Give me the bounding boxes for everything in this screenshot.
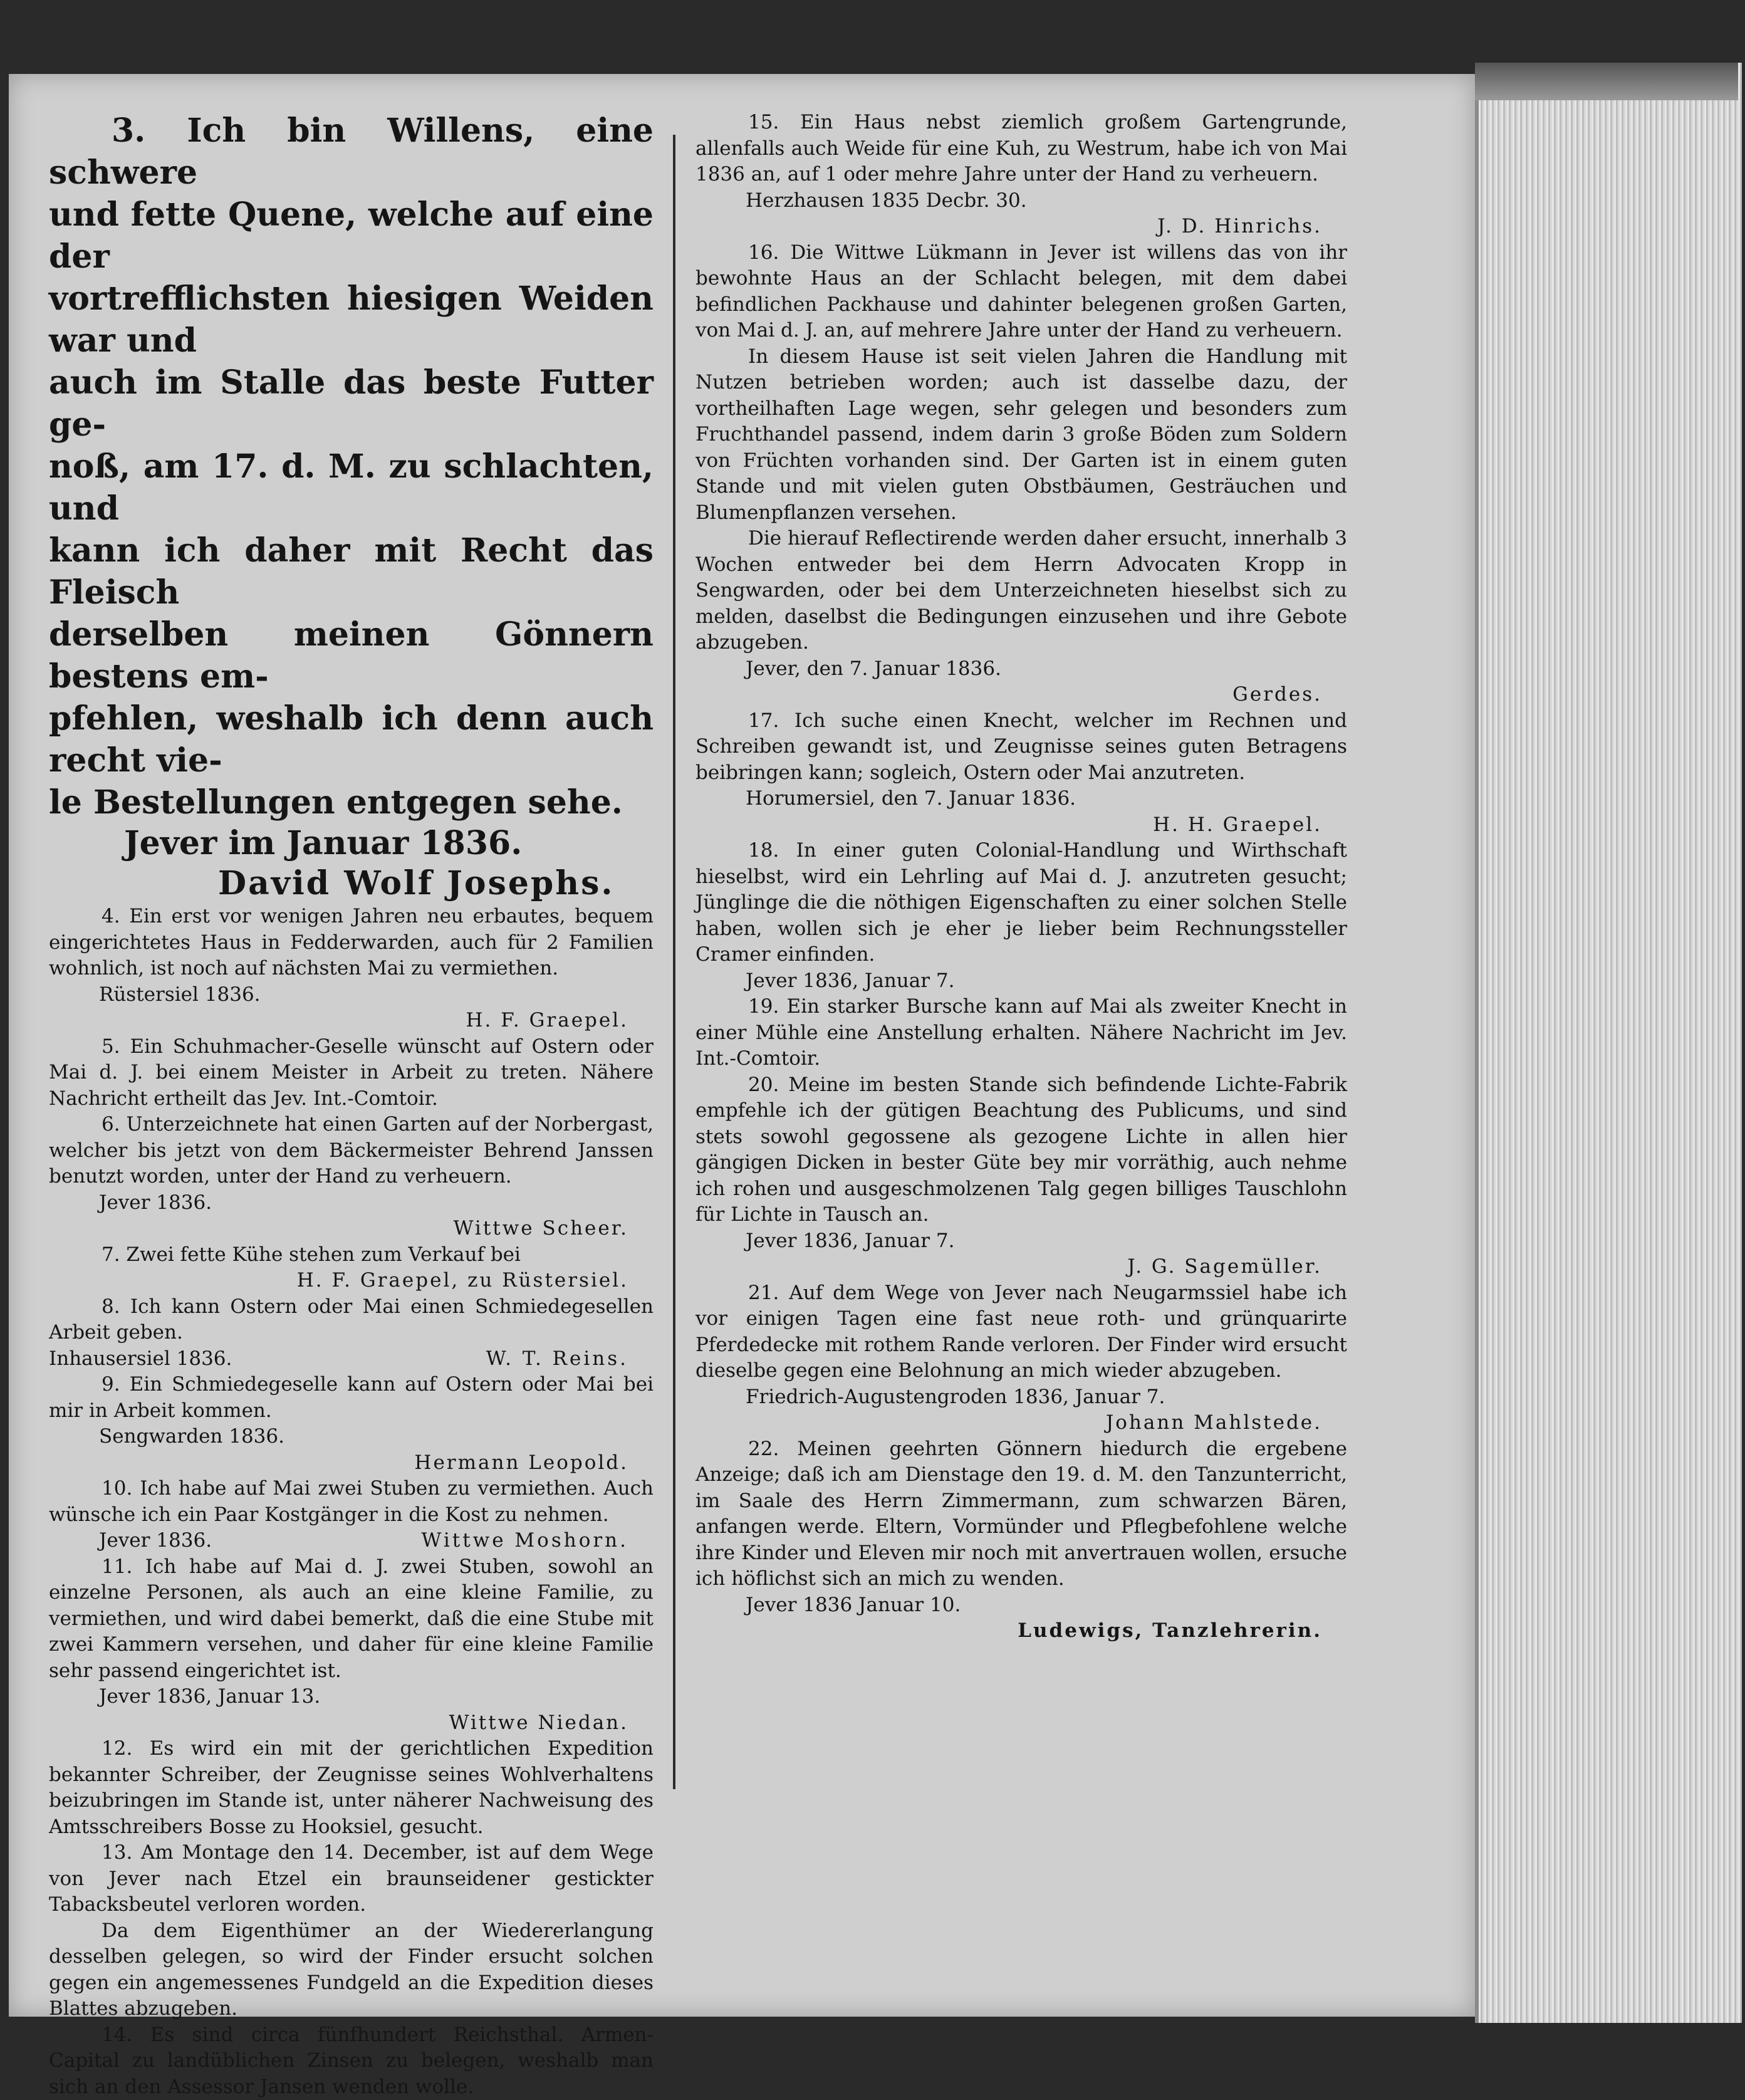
ad-10-place: Jever 1836.	[49, 1529, 212, 1552]
ad-3	[49, 110, 654, 823]
ad-3-line: vortrefflichsten hiesigen Weiden war und	[49, 278, 654, 362]
ad-6-signature: Wittwe Scheer.	[49, 1216, 654, 1242]
ad-3-signature: David Wolf Josephs.	[49, 864, 654, 904]
ad-3-line: und fette Quene, welche auf eine der	[49, 194, 654, 278]
ad-3-line: auch im Stalle das beste Futter ge-	[49, 362, 654, 446]
ad-17-text: 17. Ich suche einen Knecht, welcher im Rechnen und Schreiben gewandt ist, und Zeugnisse seines guten Betragens beibringen kann; sogleich, Ostern oder Mai anzutreten.	[695, 708, 1347, 786]
ad-20-place: Jever 1836, Januar 7.	[695, 1228, 1347, 1255]
ad-20-signature: J. G. Sagemüller.	[695, 1254, 1347, 1280]
ad-15-place: Herzhausen 1835 Decbr. 30.	[695, 188, 1347, 214]
ad-10-place-line	[49, 1528, 654, 1554]
ad-4-signature: H. F. Graepel.	[49, 1008, 654, 1034]
ad-18-place: Jever 1836, Januar 7.	[695, 968, 1347, 995]
ad-22-text: 22. Meinen geehrten Gönnern hiedurch die ergebene Anzeige; daß ich am Dienstage den 19. d. M. den Tanzunterricht, im Saale des Herrn Zimmermann, zum schwarzen Bären, anfangen werde. Eltern, Vormünder und Pflegbefohlene welche ihre Kinder und Eleven mir noch mit anvertrauen wollen, ersuche ich höflichst sich an mich zu wenden.	[695, 1436, 1347, 1592]
book-top-edge	[1475, 63, 1738, 100]
ad-12-text: 12. Es wird ein mit der gerichtlichen Expedition bekannter Schreiber, der Zeugnisse seines Wohlverhaltens beizubringen im Stande ist, unter näherer Nachweisung des Amtsschreibers Bosse zu Hooksiel, gesucht.	[49, 1736, 654, 1840]
ad-16-text: 16. Die Wittwe Lükmann in Jever ist willens das von ihr bewohnte Haus an der Schlacht belegen, mit dem dabei befindlichen Packhause und dahinter belegenen großen Garten, von Mai d. J. an, auf mehrere Jahre unter der Hand zu verheuern.	[695, 240, 1347, 344]
ad-9-text: 9. Ein Schmiedegeselle kann auf Ostern oder Mai bei mir in Arbeit kommen.	[49, 1372, 654, 1424]
ad-4-text: 4. Ein erst vor wenigen Jahren neu erbautes, bequem eingerichtetes Haus in Fedderwarden, auch für 2 Familien wohnlich, ist noch auf nächsten Mai zu vermiethen.	[49, 904, 654, 982]
ad-7-text: 7. Zwei fette Kühe stehen zum Verkauf bei	[49, 1242, 654, 1268]
ad-15-signature: J. D. Hinrichs.	[695, 214, 1347, 240]
ad-16-place: Jever, den 7. Januar 1836.	[695, 656, 1347, 682]
ad-16-text3: Die hierauf Reflectirende werden daher ersucht, innerhalb 3 Wochen entweder bei dem Herrn Advocaten Kropp in Sengwarden, oder bei dem Unterzeichneten hieselbst sich zu melden, daselbst die Bedingungen einzusehen und ihre Gebote abzugeben.	[695, 526, 1347, 656]
ad-15-text: 15. Ein Haus nebst ziemlich großem Gartengrunde, allenfalls auch Weide für eine Kuh, zu Westrum, habe ich von Mai 1836 an, auf 1 oder mehre Jahre unter der Hand zu verheuern.	[695, 110, 1347, 188]
ad-18-text: 18. In einer guten Colonial-Handlung und Wirthschaft hieselbst, wird ein Lehrling auf Mai d. J. anzutreten gesucht; Jünglinge die die nöthigen Eigenschaften zu einer solchen Stelle haben, wollen sich je eher je lieber beim Rechnungssteller Cramer einfinden.	[695, 838, 1347, 968]
ad-13-text: 13. Am Montage den 14. December, ist auf dem Wege von Jever nach Etzel ein braunseidener gestickter Tabacksbeutel verloren worden.	[49, 1840, 654, 1918]
ad-21-signature: Johann Mahlstede.	[695, 1410, 1347, 1436]
ad-22-place: Jever 1836 Januar 10.	[695, 1592, 1347, 1619]
ad-8-signature: W. T. Reins.	[486, 1346, 654, 1372]
ad-14-text: 14. Es sind circa fünfhundert Reichsthal. Armen-Capital zu landüblichen Zinsen zu belegen, weshalb man sich an den Assessor Jansen wenden wolle.	[49, 2022, 654, 2100]
ad-11-text: 11. Ich habe auf Mai d. J. zwei Stuben, sowohl an einzelne Personen, als auch an eine kleine Familie, zu vermiethen, und wird dabei bemerkt, daß die eine Stube mit zwei Kammern versehen, und daher für eine kleine Familie sehr passend eingerichtet ist.	[49, 1554, 654, 1685]
ad-3-line: derselben meinen Gönnern bestens em-	[49, 614, 654, 697]
ad-8-place-line	[49, 1346, 654, 1372]
ad-10-signature: Wittwe Moshorn.	[422, 1528, 654, 1554]
ad-8-place: Inhausersiel 1836.	[49, 1347, 232, 1370]
ad-3-line: pfehlen, weshalb ich denn auch recht vie-	[49, 697, 654, 781]
ad-22-signature: Ludewigs, Tanzlehrerin.	[695, 1618, 1347, 1644]
ad-3-line: le Bestellungen entgegen sehe.	[49, 781, 654, 823]
ad-9-signature: Hermann Leopold.	[49, 1450, 654, 1476]
ad-6-place: Jever 1836.	[49, 1190, 654, 1216]
ad-11-place: Jever 1836, Januar 13.	[49, 1684, 654, 1710]
left-column	[49, 110, 654, 2100]
ad-3-place: Jever im Januar 1836.	[49, 823, 654, 864]
right-column	[695, 110, 1347, 1644]
ad-20-text: 20. Meine im besten Stande sich befindende Lichte-Fabrik empfehle ich der gütigen Beachtung des Publicums, und sind stets sowohl gegossene als gezogene Lichte in allen hier gängigen Dicken in bester Güte bey mir vorräthig, auch nehme ich rohen und ausgeschmolzenen Talg gegen billiges Tauschlohn für Lichte in Tausch an.	[695, 1072, 1347, 1228]
ad-16-signature: Gerdes.	[695, 682, 1347, 708]
ad-17-signature: H. H. Graepel.	[695, 812, 1347, 838]
ad-3-line: kann ich daher mit Recht das Fleisch	[49, 530, 654, 614]
ad-17-place: Horumersiel, den 7. Januar 1836.	[695, 786, 1347, 812]
ad-5-text: 5. Ein Schuhmacher-Geselle wünscht auf Ostern oder Mai d. J. bei einem Meister in Arbeit zu treten. Nähere Nachricht ertheilt das Jev. Int.-Comtoir.	[49, 1034, 654, 1112]
column-divider	[673, 135, 675, 1789]
ad-21-text: 21. Auf dem Wege von Jever nach Neugarmssiel habe ich vor einigen Tagen eine fast neue roth- und grünquarirte Pferdedecke mit rothem Rande verloren. Der Finder wird ersucht dieselbe gegen eine Belohnung an mich wieder abzugeben.	[695, 1280, 1347, 1384]
ad-11-signature: Wittwe Niedan.	[49, 1710, 654, 1737]
ad-10-text: 10. Ich habe auf Mai zwei Stuben zu vermiethen. Auch wünsche ich ein Paar Kostgänger in die Kost zu nehmen.	[49, 1476, 654, 1528]
ad-6-text: 6. Unterzeichnete hat einen Garten auf der Norbergast, welcher bis jetzt von dem Bäckermeister Behrend Janssen benutzt worden, unter der Hand zu verheuern.	[49, 1112, 654, 1190]
ad-7-signature: H. F. Graepel, zu Rüstersiel.	[49, 1268, 654, 1294]
ad-4-place: Rüstersiel 1836.	[49, 982, 654, 1008]
ad-19-text: 19. Ein starker Bursche kann auf Mai als zweiter Knecht in einer Mühle eine Anstellung erhalten. Nähere Nachricht im Jev. Int.-Comtoir.	[695, 994, 1347, 1072]
ad-3-line: 3. Ich bin Willens, eine schwere	[49, 110, 654, 194]
ad-8-text: 8. Ich kann Ostern oder Mai einen Schmiedegesellen Arbeit geben.	[49, 1294, 654, 1346]
ad-3-line: noß, am 17. d. M. zu schlachten, und	[49, 446, 654, 530]
ad-9-place: Sengwarden 1836.	[49, 1424, 654, 1450]
ad-21-place: Friedrich-Augustengroden 1836, Januar 7.	[695, 1384, 1347, 1411]
book-page-edges	[1475, 63, 1742, 2023]
ad-16-text2: In diesem Hause ist seit vielen Jahren die Handlung mit Nutzen betrieben worden; auch ist dasselbe dazu, der vortheilhaften Lage wegen, sehr gelegen und besonders zum Fruchthandel passend, indem darin 3 große Böden zum Soldern von Früchten vorhanden sind. Der Garten ist in einem guten Stande und mit vielen guten Obstbäumen, Gesträuchen und Blumenpflanzen versehen.	[695, 344, 1347, 526]
ad-13-text2: Da dem Eigenthümer an der Wiedererlangung desselben gelegen, so wird der Finder ersucht solchen gegen ein angemessenes Fundgeld an die Expedition dieses Blattes abzugeben.	[49, 1918, 654, 2022]
